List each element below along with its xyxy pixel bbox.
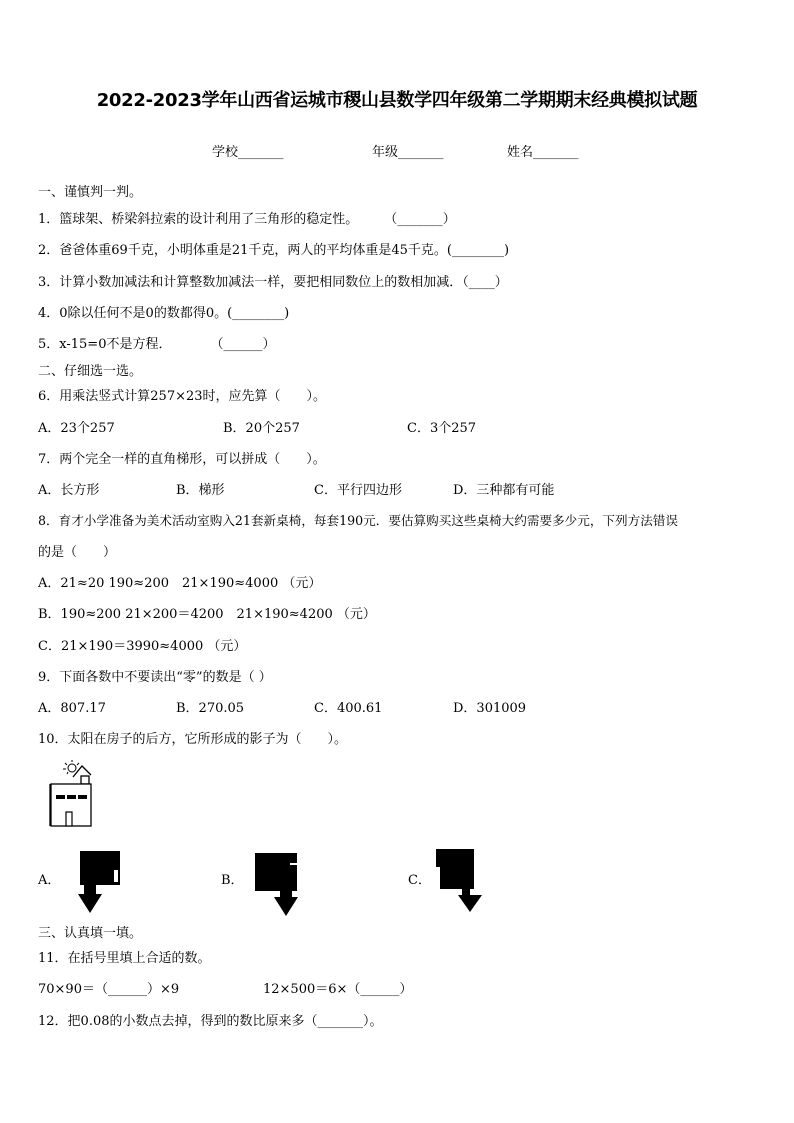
house-figure bbox=[45, 758, 101, 830]
option-a: A．23个257 bbox=[38, 421, 115, 436]
question-8: 8．育才小学准备为美术活动室购入21套新桌椅，每套190元．要估算购买这些桌椅大约需要多少元，下列方法错误 bbox=[38, 513, 678, 528]
option-b: B．20个257 bbox=[223, 421, 300, 436]
option-d: D．三种都有可能 bbox=[453, 483, 555, 498]
question-11-part-1: 70×90＝（______）×9 bbox=[38, 982, 180, 997]
shadow-option-c bbox=[434, 849, 486, 915]
question-3: 3．计算小数加减法和计算整数加减法一样，要把相同数位上的数相加减．（____） bbox=[38, 275, 508, 290]
page-title: 2022-2023学年山西省运城市稷山县数学四年级第二学期期末经典模拟试题 bbox=[96, 90, 698, 111]
question-11-part-2: 12×500＝6×（______） bbox=[263, 982, 413, 997]
grade-field: 年级_______ bbox=[372, 145, 444, 160]
option-b: B．270.05 bbox=[176, 701, 245, 716]
shadow-option-a bbox=[76, 851, 122, 915]
option-b-label: B． bbox=[221, 873, 244, 888]
question-4: 4．0除以任何不是0的数都得0。(________) bbox=[38, 306, 290, 321]
question-1: 1．篮球架、桥梁斜拉索的设计利用了三角形的稳定性。 （_______） bbox=[38, 212, 456, 227]
school-field: 学校_______ bbox=[212, 145, 284, 160]
option-a-label: A． bbox=[38, 873, 61, 888]
question-2: 2．爸爸体重69千克，小明体重是21千克，两人的平均体重是45千克。(________) bbox=[38, 243, 510, 258]
question-7: 7．两个完全一样的直角梯形，可以拼成（ ）。 bbox=[38, 452, 326, 467]
section-heading: 一、谨慎判一判。 bbox=[38, 185, 143, 200]
question-9: 9．下面各数中不要读出“零”的数是（ ） bbox=[38, 670, 272, 685]
option-b: B．190≈200 21×200＝4200 21×190≈4200 （元） bbox=[38, 607, 376, 622]
option-c-label: C． bbox=[408, 873, 431, 888]
option-c: C．21×190＝3990≈4000 （元） bbox=[38, 639, 247, 654]
option-c: C．平行四边形 bbox=[314, 483, 402, 498]
question-5: 5．x-15=0不是方程． （______） bbox=[38, 337, 276, 352]
section-heading: 二、仔细选一选。 bbox=[38, 364, 143, 379]
option-a: A．长方形 bbox=[38, 483, 100, 498]
option-b: B．梯形 bbox=[176, 483, 225, 498]
question-11: 11．在括号里填上合适的数。 bbox=[38, 951, 211, 966]
option-a: A．807.17 bbox=[38, 701, 106, 716]
question-8-continued: 的是（ ） bbox=[38, 545, 117, 560]
option-a: A．21≈20 190≈200 21×190≈4000 （元） bbox=[38, 576, 322, 591]
section-heading: 三、认真填一填。 bbox=[38, 926, 143, 941]
option-c: C．3个257 bbox=[407, 421, 477, 436]
question-6: 6．用乘法竖式计算257×23时，应先算（ ）。 bbox=[38, 389, 327, 404]
shadow-option-b bbox=[252, 853, 302, 919]
option-d: D．301009 bbox=[453, 701, 527, 716]
question-12: 12．把0.08的小数点去掉，得到的数比原来多（_______）。 bbox=[38, 1014, 383, 1029]
option-c: C．400.61 bbox=[314, 701, 383, 716]
name-field: 姓名_______ bbox=[507, 145, 579, 160]
question-10: 10．太阳在房子的后方，它所形成的影子为（ ）。 bbox=[38, 732, 348, 747]
